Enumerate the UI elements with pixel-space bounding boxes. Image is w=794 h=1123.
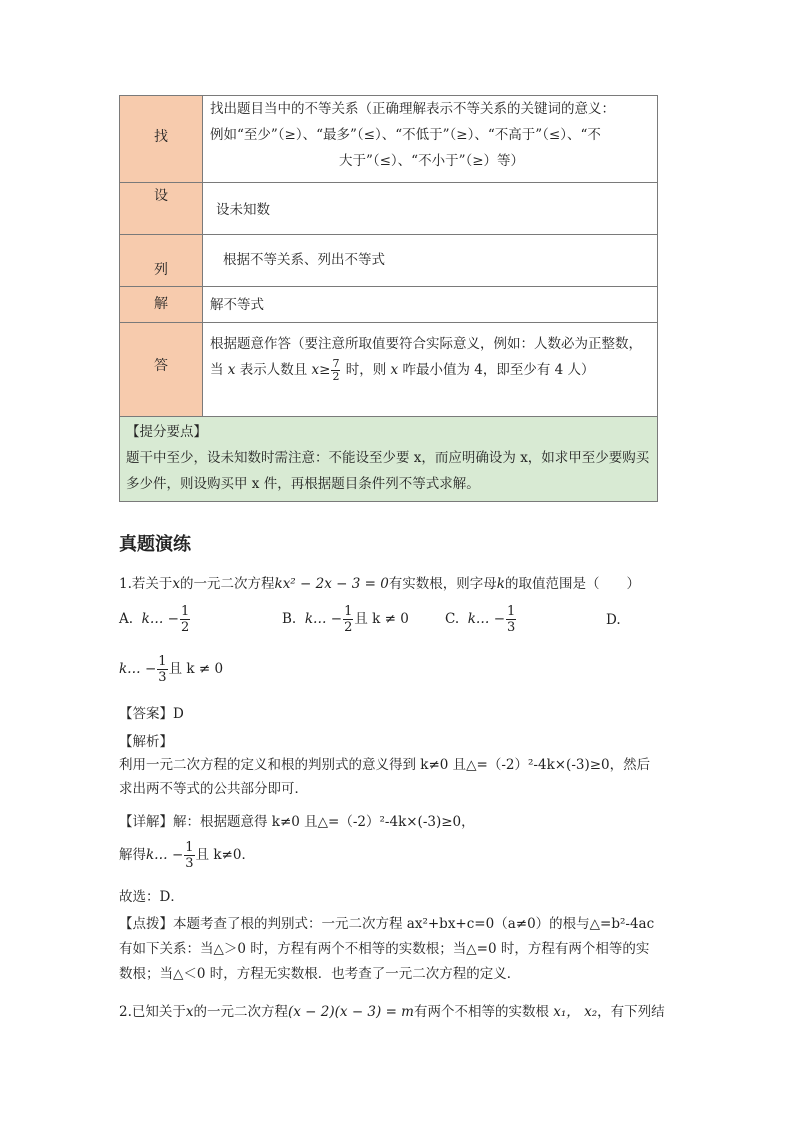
solve-line <box>119 840 255 871</box>
fraction-denominator: 3 <box>185 856 194 871</box>
row-value <box>203 323 658 417</box>
choose-text: 故选：D． <box>119 889 184 905</box>
fraction-denominator: 3 <box>158 670 167 685</box>
table-row <box>120 235 658 287</box>
option-c[interactable] <box>445 604 517 635</box>
math-expr: k… − <box>467 611 506 627</box>
text-fragment: 表示人数且 <box>239 362 308 378</box>
row-value: 解不等式 <box>203 287 658 323</box>
row-line: 例如“至少”（≥）、“最多”（≤）、“不低于”（≥）、“不高于”（≤）、“不 <box>210 127 601 143</box>
row-value <box>203 96 658 183</box>
answer: 【答案】D <box>119 706 184 722</box>
text-fragment: 当 <box>210 362 224 378</box>
math-expr: k… − <box>304 611 343 627</box>
math-var: k <box>496 576 505 592</box>
text-fragment: 的一元二次方程 <box>193 1004 289 1020</box>
math-expr: 且 k ≠ 0 <box>354 611 409 627</box>
fraction <box>506 604 516 635</box>
fraction-numerator: 1 <box>158 654 167 669</box>
math-expr: x₁， x₂ <box>553 1004 598 1020</box>
text-fragment: 咋最小值为 4，即至少有 4 人） <box>402 362 595 378</box>
math-var: x <box>390 362 399 378</box>
text-fragment: 的取值范围是（ ） <box>504 576 640 592</box>
text-fragment: 有两个不相等的实数根 <box>413 1004 549 1020</box>
math-equation: (x − 2)(x − 3) = m <box>288 1004 414 1020</box>
row-key: 列 <box>120 235 203 287</box>
comment-text: 【点拨】本题考查了根的判别式：一元二次方程 ax²+bx+c=0（a≠0）的根与△=b²-4ac 有如下关系：当△＞0 时，方程有两个不相等的实数根；当△=0 时，方程有两个相等的实数根；当△＜0 时，方程无实数根．也考查了一元二次方程的定义． <box>119 916 655 982</box>
fraction <box>180 604 190 635</box>
math-equation: kx² − 2x − 3 = 0 <box>274 576 389 592</box>
fraction-denominator: 3 <box>507 620 516 635</box>
option-label: A. <box>119 611 134 627</box>
table-row <box>120 287 658 323</box>
math-expr: k… − <box>141 611 179 627</box>
fraction <box>331 358 340 383</box>
text-fragment: 时，则 <box>345 362 387 378</box>
option-a[interactable] <box>119 604 191 635</box>
fraction-denominator: 2 <box>180 620 190 635</box>
text-fragment: 解得 <box>119 847 146 863</box>
row-key: 答 <box>120 323 203 417</box>
fraction-numerator: 7 <box>332 357 340 370</box>
row-line: 找出题目当中的不等关系（正确理解表示不等关系的关键词的意义： <box>210 101 615 117</box>
option-d-content <box>119 654 223 685</box>
math-expr: k… − <box>119 661 157 677</box>
option-b[interactable] <box>282 604 409 635</box>
table-row <box>120 183 658 235</box>
table-row <box>120 96 658 183</box>
option-label: B. <box>282 611 297 627</box>
row-value: 根据不等关系、列出不等式 <box>203 235 658 287</box>
q1-stem <box>119 572 640 592</box>
table-row <box>120 323 658 417</box>
fraction-numerator: 1 <box>185 840 194 855</box>
tip-text: 题干中至少，设未知数时需注意：不能设至少要 x，而应明确设为 x，如求甲至少要购买多少件，则设购买甲 x 件，再根据题目条件列不等式求解。 <box>126 450 650 492</box>
detail-text: 【详解】解：根据题意得 k≠0 且△=（-2）²-4k×(-3)≥0， <box>119 814 475 830</box>
math-op: ≥ <box>319 362 331 378</box>
fraction-numerator: 1 <box>507 604 516 619</box>
text-fragment: ，有下列结 <box>597 1004 665 1020</box>
math-var: x <box>185 1004 194 1020</box>
option-label: C. <box>445 611 460 627</box>
text-fragment: 2.已知关于 <box>119 1004 186 1020</box>
option-d[interactable] <box>606 612 621 628</box>
fraction <box>157 654 167 685</box>
analysis-title: 【解析】 <box>119 734 173 750</box>
fraction <box>343 604 353 635</box>
row-value: 设未知数 <box>203 183 658 235</box>
text-fragment: 1.若关于 <box>119 576 173 592</box>
analysis-text: 利用一元二次方程的定义和根的判别式的意义得到 k≠0 且△=（-2）²-4k×(-3)≥0，然后求出两不等式的公共部分即可． <box>119 757 651 797</box>
row-line: 根据题意作答（要注意所取值要符合实际意义，例如：人数必为正整数， <box>210 336 642 352</box>
row-key: 设 <box>120 183 203 235</box>
q2-stem <box>119 1000 665 1020</box>
math-expr: 且 k ≠ 0 <box>168 661 224 677</box>
table-row <box>120 417 658 502</box>
fraction-denominator: 2 <box>344 620 353 635</box>
fraction <box>184 840 194 871</box>
math-var: x <box>227 362 236 378</box>
method-table <box>119 95 658 502</box>
fraction-denominator: 2 <box>332 370 340 383</box>
row-key: 解 <box>120 287 203 323</box>
row-line <box>210 357 653 383</box>
text-fragment: 有实数根，则字母 <box>388 576 497 592</box>
fraction-numerator: 1 <box>180 604 190 619</box>
tip-box <box>120 417 658 502</box>
math-expr: k… − <box>146 847 184 863</box>
text-fragment: 且 k≠0． <box>195 847 255 863</box>
math-var: x <box>311 362 320 378</box>
tip-title: 【提分要点】 <box>126 424 207 440</box>
math-var: x <box>172 576 181 592</box>
section-title: 真题演练 <box>119 534 191 555</box>
row-line: 大于”（≤）、“不小于”（≥）等） <box>338 153 525 169</box>
fraction-numerator: 1 <box>344 604 353 619</box>
text-fragment: 的一元二次方程 <box>180 576 275 592</box>
option-label: D. <box>606 612 621 628</box>
row-key: 找 <box>120 96 203 183</box>
